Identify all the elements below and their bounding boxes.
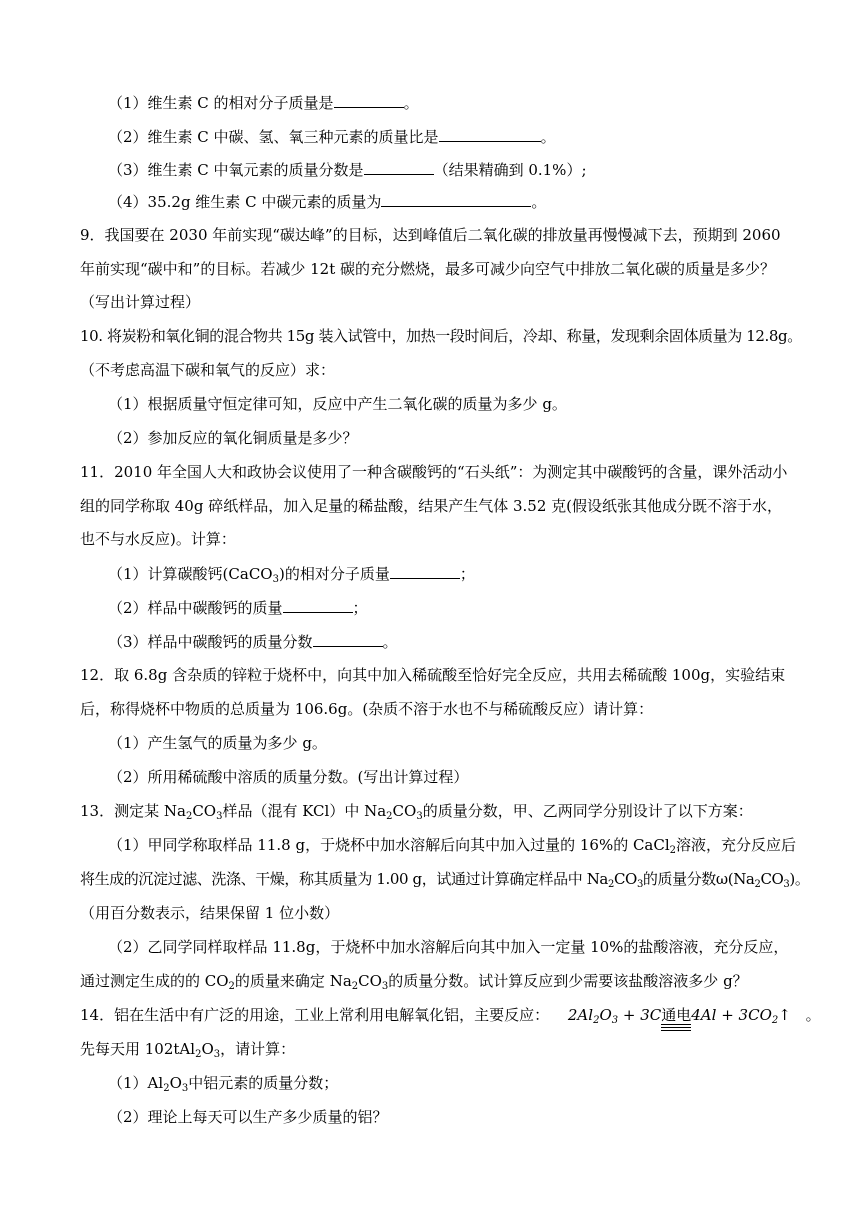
q12-part2: （2）所用稀硫酸中溶质的质量分数。(写出计算过程）	[108, 768, 469, 786]
q13-part1-line3: （用百分数表示，结果保留 1 位小数）	[80, 904, 340, 922]
q13-part1-line2: 将生成的沉淀过滤、洗涤、干燥，称其质量为 1.00 g，试通过计算确定样品中 $Na_2CO_3$的质量分数$\omega(Na_2CO_3)$。	[80, 870, 810, 890]
q13-line1: 13．测定某 $Na_2CO_3$样品（混有 KCl）中 $Na_2CO_3$的质量分数，甲、乙两同学分别设计了以下方案：	[80, 802, 753, 822]
answer-blank[interactable]	[334, 92, 404, 108]
q11-line3: 也不与水反应)。计算：	[80, 530, 236, 548]
q8-part1: （1）维生素 C 的相对分子质量是 。	[108, 94, 419, 112]
q12-line1: 12．取 6.8g 含杂质的锌粒于烧杯中，向其中加入稀硫酸至恰好完全反应，共用去稀硫酸 100g，实验结束	[80, 666, 786, 684]
q14-part2: （2）理论上每天可以生产多少质量的铝？	[108, 1108, 388, 1126]
q11-part2: （2）样品中碳酸钙的质量 ；	[108, 599, 368, 617]
q9-line1: 9．我国要在 2030 年前实现“碳达峰”的目标，达到峰值后二氧化碳的排放量再慢慢减下去，预期到 2060	[80, 226, 781, 244]
q9-line2: 年前实现“碳中和”的目标。若减少 12t 碳的充分燃烧，最多可减少向空气中排放二氧化碳的质量是多少？	[80, 260, 775, 278]
answer-blank[interactable]	[313, 631, 383, 647]
answer-blank[interactable]	[364, 159, 434, 175]
reaction-equation: $2Al_2O_3 + 3C$通电$4Al + 3CO_2↑$	[567, 1006, 791, 1026]
q14-part1: $(1)Al_2O_3$中铝元素的质量分数；	[108, 1074, 339, 1094]
answer-blank[interactable]	[381, 191, 531, 207]
gas-arrow-icon: ↑	[778, 1006, 791, 1024]
q13-part2-line1: （2）乙同学同样取样品 11.8g，于烧杯中加水溶解后向其中加入一定量 10%的盐酸溶液，充分反应，	[108, 938, 789, 956]
q8-part2: （2）维生素 C 中碳、氢、氧三种元素的质量比是 。	[108, 128, 556, 146]
q14-line2: 先每天用 $102tAl_2O_3$，请计算：	[80, 1040, 296, 1060]
q8-part3: （3）维生素 C 中氧元素的质量分数是 （结果精确到 0.1%）;	[108, 161, 587, 179]
condition-electrolysis: 通电	[661, 1006, 692, 1024]
q11-part3: （3）样品中碳酸钙的质量分数 。	[108, 633, 398, 651]
q10-part2: （2）参加反应的氧化铜质量是多少？	[108, 429, 358, 447]
q14-line1: 14．铝在生活中有广泛的用途，工业上常利用电解氧化铝，主要反应： $2Al_2O_3 + 3C$通电$4Al + 3CO_2↑$ 。	[80, 1006, 821, 1026]
q12-part1: （1）产生氢气的质量为多少 g。	[108, 734, 327, 752]
q11-line1: 11．2010 年全国人大和政协会议使用了一种含碳酸钙的“石头纸”：为测定其中碳酸钙的含量，课外活动小	[80, 463, 788, 481]
q10-line2: （不考虑高温下碳和氧气的反应）求：	[80, 361, 336, 379]
q8-part4: （4）35.2g 维生素 C 中碳元素的质量为 。	[108, 193, 547, 211]
answer-blank[interactable]	[283, 597, 353, 613]
q12-line2: 后，称得烧杯中物质的总质量为 106.6g。(杂质不溶于水也不与稀硫酸反应）请计算：	[80, 700, 654, 718]
q9-line3: （写出计算过程）	[80, 293, 201, 311]
q13-part2-line2: 通过测定生成的的 $CO_2$的质量来确定 $Na_2CO_3$的质量分数。试计算反应到少需要该盐酸溶液多少 g？	[80, 972, 748, 992]
q13-part1-line1: （1）甲同学称取样品 11.8 g，于烧杯中加水溶解后向其中加入过量的 16%的 CaCl$_2$溶液，充分反应后	[108, 836, 797, 856]
answer-blank[interactable]	[439, 126, 541, 142]
q10-line1: 10. 将炭粉和氧化铜的混合物共 15g 装入试管中，加热一段时间后，冷却、称量，发现剩余固体质量为 12.8g。	[80, 327, 802, 345]
answer-blank[interactable]	[390, 563, 460, 579]
q11-line2: 组的同学称取 40g 碎纸样品，加入足量的稀盐酸，结果产生气体 3.52 克(假设纸张其他成分既不溶于水，	[80, 497, 783, 515]
q11-part1: （1）计算碳酸钙(CaCO$_3$)的相对分子质量 ；	[108, 565, 475, 585]
q10-part1: （1）根据质量守恒定律可知，反应中产生二氧化碳的质量为多少 g。	[108, 395, 567, 413]
